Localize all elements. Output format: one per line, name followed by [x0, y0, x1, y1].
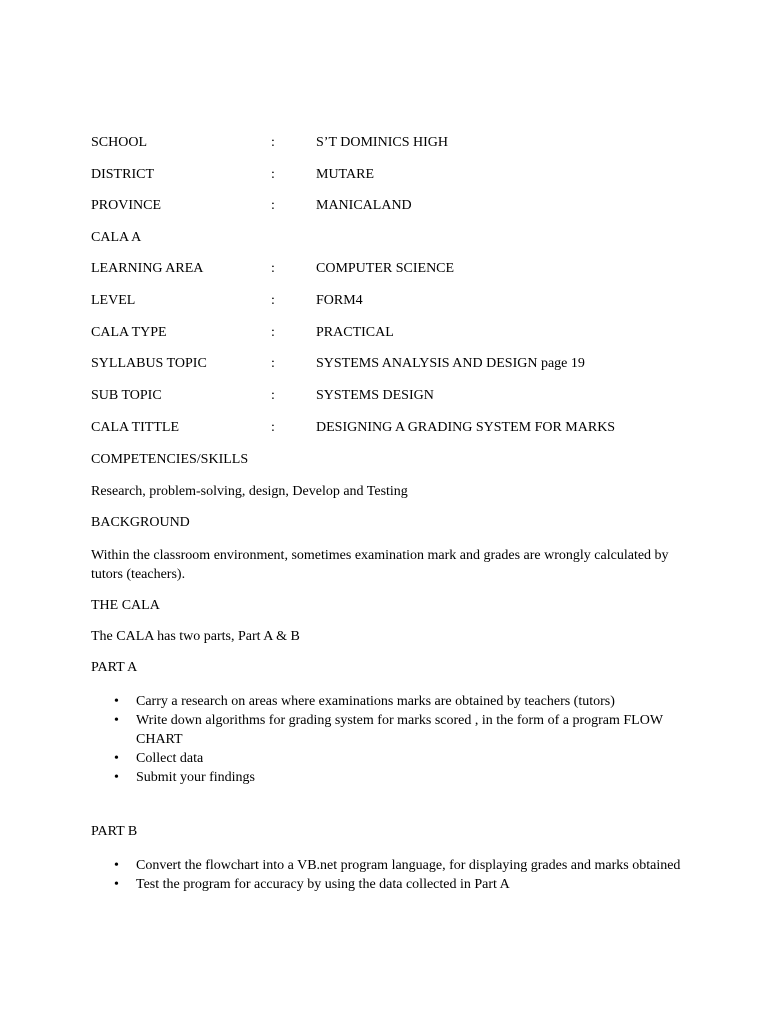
the-cala-text: The CALA has two parts, Part A & B	[91, 629, 300, 644]
bullet-icon: •	[114, 858, 119, 873]
list-item	[91, 856, 681, 875]
list-item-text: Carry a research on areas where examinations marks are obtained by teachers (tutors)	[136, 694, 615, 709]
field-label: SYLLABUS TOPIC	[91, 356, 207, 371]
bullet-icon: •	[114, 770, 119, 785]
field-school	[91, 135, 691, 151]
bullet-icon: •	[114, 694, 119, 709]
background-text: Within the classroom environment, sometimes examination mark and grades are wrongly calculated by tutors (teachers).	[91, 548, 669, 582]
list-item-text: Convert the flowchart into a VB.net program language, for displaying grades and marks obtained	[136, 858, 681, 873]
field-value: FORM4	[316, 293, 363, 308]
field-cala-a	[91, 230, 691, 246]
list-item	[91, 875, 681, 894]
the-cala-heading: THE CALA	[91, 598, 160, 613]
part-b-heading: PART B	[91, 824, 138, 839]
field-value: MANICALAND	[316, 198, 412, 213]
field-learning-area	[91, 261, 691, 277]
field-label: LEVEL	[91, 293, 136, 308]
list-item-text: Collect data	[136, 751, 204, 766]
field-colon: :	[271, 261, 275, 276]
field-label: SCHOOL	[91, 135, 148, 150]
bullet-icon: •	[114, 751, 119, 766]
list-item-text: Submit your findings	[136, 770, 256, 785]
field-value: DESIGNING A GRADING SYSTEM FOR MARKS	[316, 420, 616, 435]
field-province	[91, 198, 691, 214]
field-label: CALA A	[91, 230, 142, 245]
competencies-text: Research, problem-solving, design, Develop and Testing	[91, 484, 408, 499]
part-a-list	[91, 692, 681, 787]
field-colon: :	[271, 198, 275, 213]
field-value: SYSTEMS ANALYSIS AND DESIGN page 19	[316, 356, 585, 371]
field-colon: :	[271, 293, 275, 308]
field-label: CALA TITTLE	[91, 420, 180, 435]
field-value: PRACTICAL	[316, 325, 394, 340]
field-value: SYSTEMS DESIGN	[316, 388, 434, 403]
bullet-icon: •	[114, 877, 119, 892]
list-item	[91, 749, 681, 768]
background-heading: BACKGROUND	[91, 515, 190, 530]
field-label: DISTRICT	[91, 167, 154, 182]
list-item	[91, 711, 681, 749]
field-colon: :	[271, 135, 275, 150]
field-colon: :	[271, 388, 275, 403]
field-value: COMPUTER SCIENCE	[316, 261, 455, 276]
field-colon: :	[271, 356, 275, 371]
competencies-heading: COMPETENCIES/SKILLS	[91, 452, 249, 467]
field-value: MUTARE	[316, 167, 374, 182]
part-a-heading: PART A	[91, 660, 138, 675]
field-value: S’T DOMINICS HIGH	[316, 135, 448, 150]
field-cala-type	[91, 325, 691, 341]
field-label: LEARNING AREA	[91, 261, 204, 276]
field-cala-title	[91, 420, 691, 436]
field-syllabus-topic	[91, 356, 691, 372]
field-level	[91, 293, 691, 309]
list-item-text: Write down algorithms for grading system for marks scored , in the form of a program FLOW CHART	[136, 713, 663, 747]
list-item	[91, 692, 681, 711]
field-label: SUB TOPIC	[91, 388, 162, 403]
field-label: CALA TYPE	[91, 325, 167, 340]
field-colon: :	[271, 167, 275, 182]
field-colon: :	[271, 325, 275, 340]
field-colon: :	[271, 420, 275, 435]
bullet-icon: •	[114, 713, 119, 728]
list-item	[91, 768, 681, 787]
part-b-list	[91, 856, 681, 894]
field-district	[91, 167, 691, 183]
field-sub-topic	[91, 388, 691, 404]
field-label: PROVINCE	[91, 198, 162, 213]
list-item-text: Test the program for accuracy by using the data collected in Part A	[136, 877, 510, 892]
